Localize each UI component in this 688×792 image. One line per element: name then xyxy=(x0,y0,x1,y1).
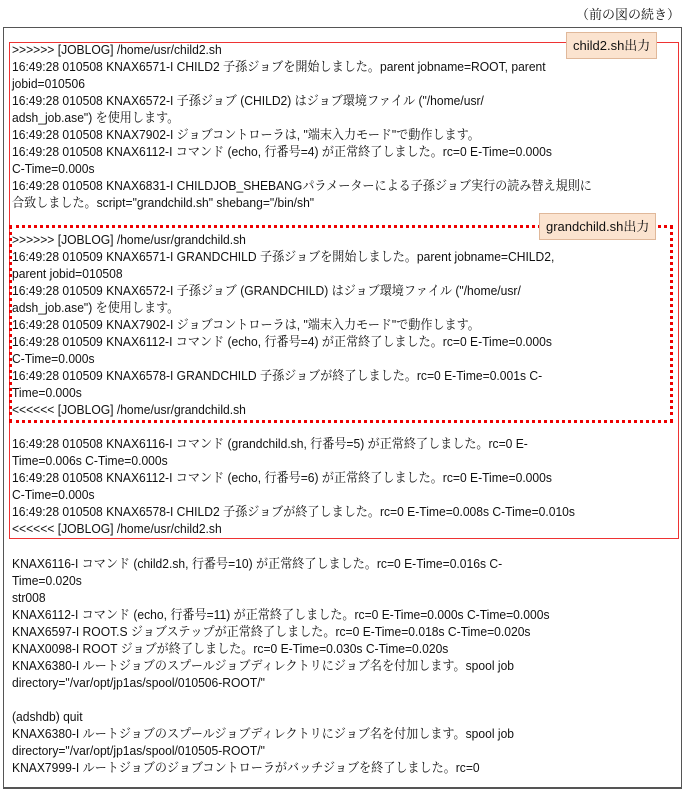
log-line: jobid=010506 xyxy=(12,76,85,91)
grandchild-output-label: grandchild.sh出力 xyxy=(539,213,656,240)
log-line: Time=0.006s C-Time=0.000s xyxy=(12,453,168,468)
log-line: adsh_job.ase") を使用します。 xyxy=(12,110,180,125)
log-line: 16:49:28 010509 KNAX6572-I 子孫ジョブ (GRANDCHILD) はジョブ環境ファイル ("/home/usr/ xyxy=(12,283,521,298)
log-line: Time=0.020s xyxy=(12,573,82,588)
log-line: KNAX7999-I ルートジョブのジョブコントローラがバッチジョブを終了しました。rc=0 xyxy=(12,760,480,775)
log-line: 合致しました。script="grandchild.sh" shebang="/bin/sh" xyxy=(12,195,315,210)
log-line: <<<<<< [JOBLOG] /home/usr/grandchild.sh xyxy=(12,402,246,417)
log-line: KNAX0098-I ROOT ジョブが終了しました。rc=0 E-Time=0.030s C-Time=0.020s xyxy=(12,641,449,656)
log-line: directory="/var/opt/jp1as/spool/010506-ROOT/" xyxy=(12,675,265,690)
log-line: Time=0.000s xyxy=(12,385,82,400)
log-line: str008 xyxy=(12,590,46,605)
child2-output-label: child2.sh出力 xyxy=(566,32,657,59)
log-line: C-Time=0.000s xyxy=(12,351,95,366)
log-line: KNAX6597-I ROOT.S ジョブステップが正常終了しました。rc=0 E-Time=0.018s C-Time=0.020s xyxy=(12,624,531,639)
log-line: KNAX6116-I コマンド (child2.sh, 行番号=10) が正常終了しました。rc=0 E-Time=0.016s C- xyxy=(12,556,503,571)
log-line: 16:49:28 010508 KNAX6578-I CHILD2 子孫ジョブが終了しました。rc=0 E-Time=0.008s C-Time=0.010s xyxy=(12,504,575,519)
log-line: (adshdb) quit xyxy=(12,709,83,724)
log-line: KNAX6380-I ルートジョブのスプールジョブディレクトリにジョブ名を付加します。spool job xyxy=(12,658,515,673)
log-line: 16:49:28 010508 KNAX6112-I コマンド (echo, 行番号=4) が正常終了しました。rc=0 E-Time=0.000s xyxy=(12,144,552,159)
log-line: >>>>>> [JOBLOG] /home/usr/grandchild.sh xyxy=(12,232,246,247)
log-line: 16:49:28 010508 KNAX6831-I CHILDJOB_SHEBANGパラメーターによる子孫ジョブ実行の読み替え規則に xyxy=(12,178,592,193)
log-line: <<<<<< [JOBLOG] /home/usr/child2.sh xyxy=(12,521,222,536)
log-line: C-Time=0.000s xyxy=(12,161,95,176)
log-line: directory="/var/opt/jp1as/spool/010505-ROOT/" xyxy=(12,743,265,758)
grandchild-log xyxy=(12,231,595,418)
log-line: 16:49:28 010508 KNAX6571-I CHILD2 子孫ジョブを開始しました。parent jobname=ROOT, parent xyxy=(12,59,546,74)
log-line: 16:49:28 010509 KNAX6571-I GRANDCHILD 子孫ジョブを開始しました。parent jobname=CHILD2, xyxy=(12,249,555,264)
log-line: 16:49:28 010509 KNAX6112-I コマンド (echo, 行番号=4) が正常終了しました。rc=0 E-Time=0.000s xyxy=(12,334,552,349)
log-line: KNAX6380-I ルートジョブのスプールジョブディレクトリにジョブ名を付加します。spool job xyxy=(12,726,515,741)
root-log-tail xyxy=(12,555,590,776)
log-line: parent jobid=010508 xyxy=(12,266,123,281)
log-line: 16:49:28 010509 KNAX6578-I GRANDCHILD 子孫ジョブが終了しました。rc=0 E-Time=0.001s C- xyxy=(12,368,543,383)
log-line: 16:49:28 010509 KNAX7902-I ジョブコントローラは, "端末入力モード"で動作します。 xyxy=(12,317,480,332)
figure-caption: （前の図の続き） xyxy=(575,7,680,22)
log-line: adsh_job.ase") を使用します。 xyxy=(12,300,180,315)
child2-log-tail xyxy=(12,435,617,537)
log-line: C-Time=0.000s xyxy=(12,487,95,502)
child2-log-head xyxy=(12,41,636,211)
log-line: KNAX6112-I コマンド (echo, 行番号=11) が正常終了しました。rc=0 E-Time=0.000s C-Time=0.000s xyxy=(12,607,550,622)
log-line: >>>>>> [JOBLOG] /home/usr/child2.sh xyxy=(12,42,222,57)
log-line: 16:49:28 010508 KNAX6572-I 子孫ジョブ (CHILD2) はジョブ環境ファイル ("/home/usr/ xyxy=(12,93,484,108)
log-line: 16:49:28 010508 KNAX7902-I ジョブコントローラは, "端末入力モード"で動作します。 xyxy=(12,127,480,142)
log-line: 16:49:28 010508 KNAX6112-I コマンド (echo, 行番号=6) が正常終了しました。rc=0 E-Time=0.000s xyxy=(12,470,552,485)
log-line: 16:49:28 010508 KNAX6116-I コマンド (grandchild.sh, 行番号=5) が正常終了しました。rc=0 E- xyxy=(12,436,528,451)
log-line xyxy=(12,691,549,708)
